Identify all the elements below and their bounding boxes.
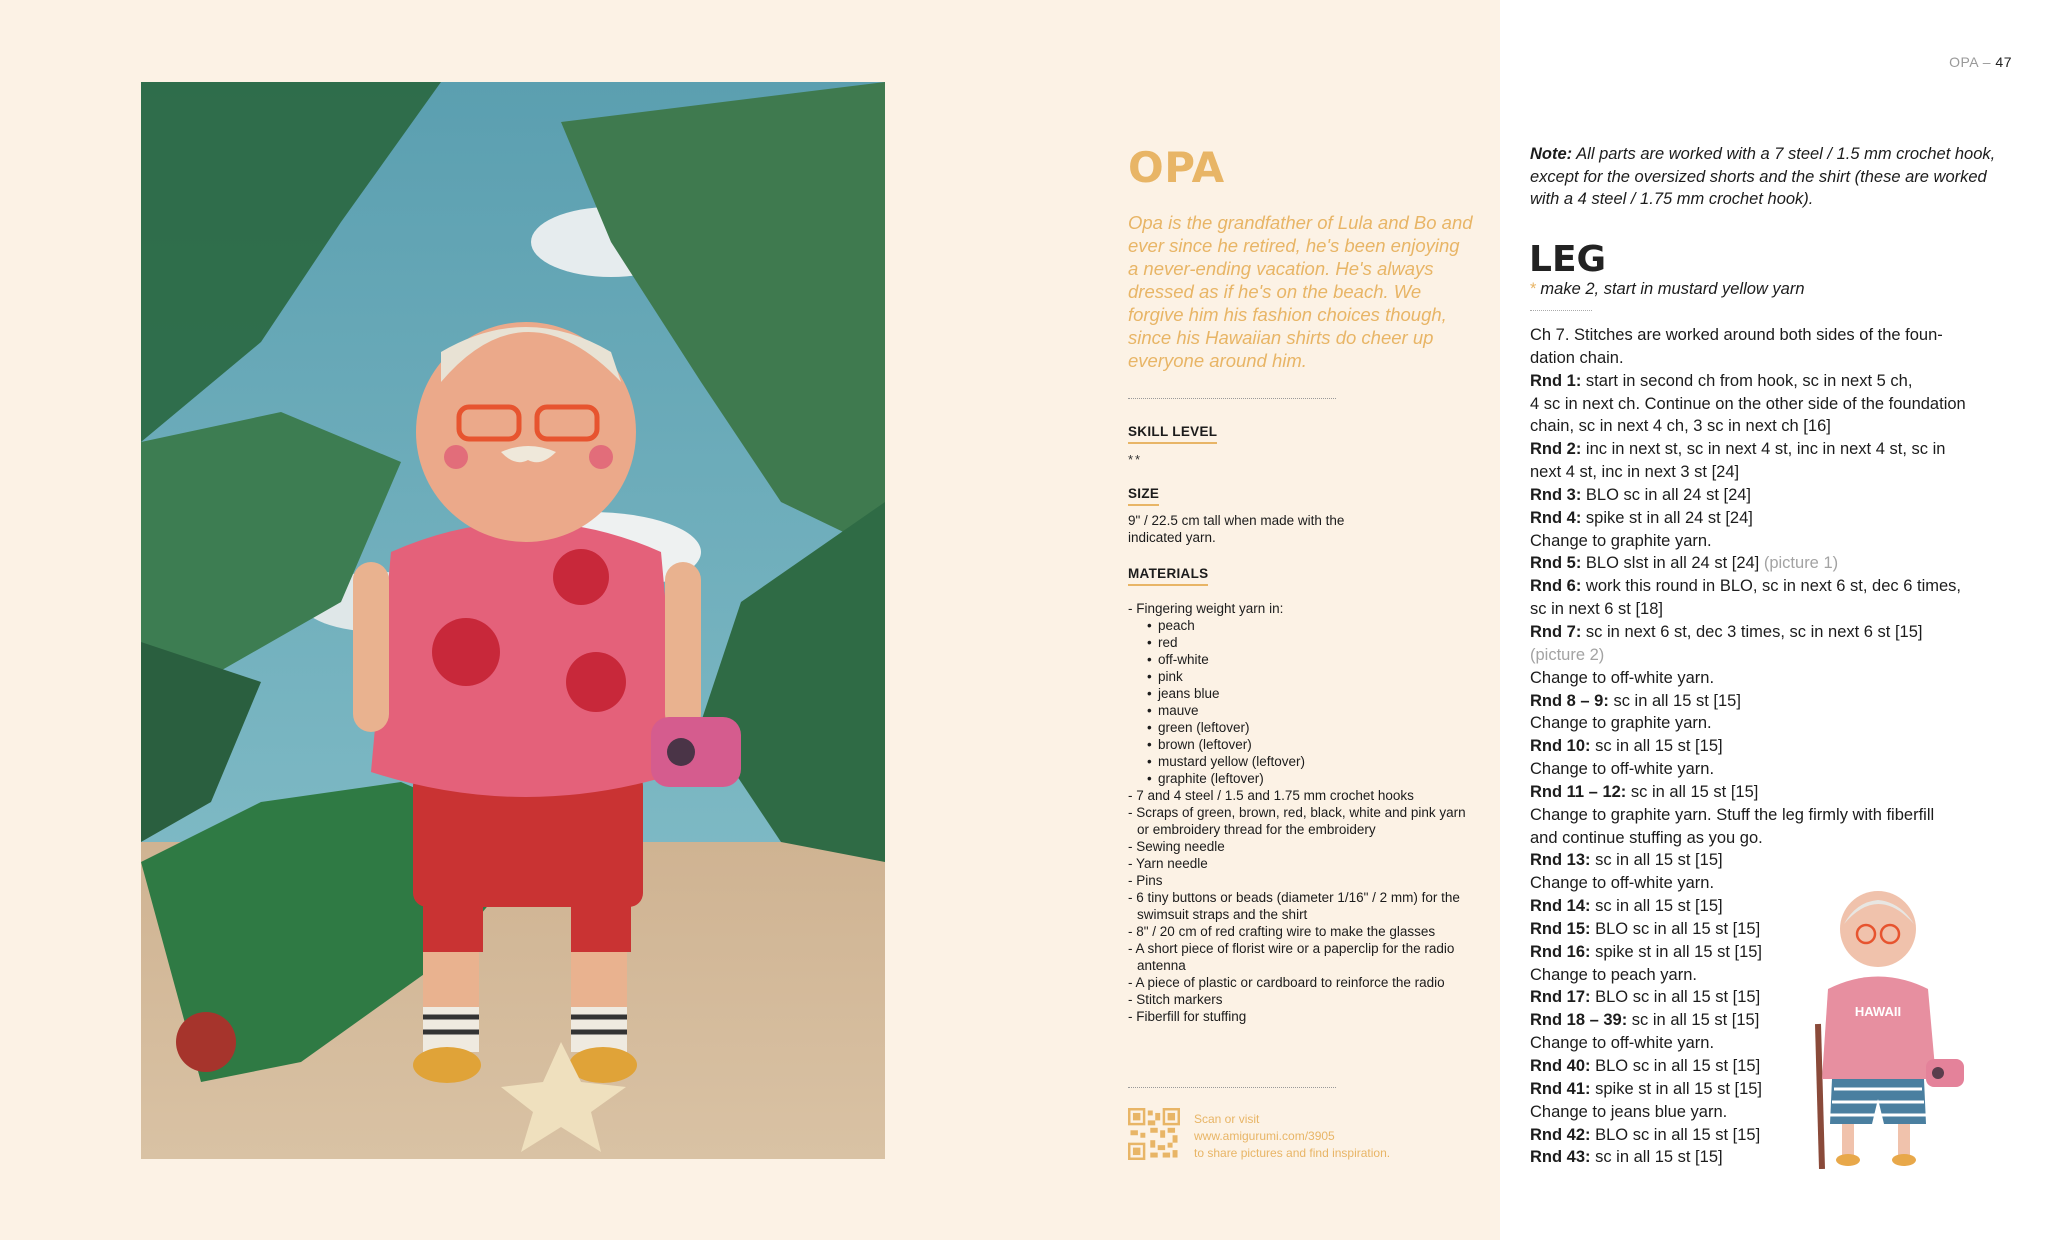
round-label: Rnd 3: <box>1530 485 1582 504</box>
instruction-text: sc in all 15 st [15] <box>1626 782 1759 801</box>
material-item: - Pins <box>1128 873 1163 888</box>
instruction-text: BLO sc in all 15 st [15] <box>1590 988 1761 1007</box>
leg-subtitle <box>1530 280 1805 299</box>
skill-level-heading: SKILL LEVEL <box>1128 424 1217 444</box>
round-label: Rnd 5: <box>1530 554 1582 573</box>
instruction-text: spike st in all 15 st [15] <box>1590 942 1763 961</box>
instruction-line <box>1530 621 2010 644</box>
qr-caption-line: to share pictures and find inspiration. <box>1194 1146 1391 1160</box>
opa-doll-photo <box>141 82 885 1159</box>
instruction-line <box>1530 370 2010 393</box>
instruction-line <box>1530 393 2010 416</box>
material-yarn-color: • graphite (leftover) <box>1128 770 1473 787</box>
instruction-text: Change to jeans blue yarn. <box>1530 1102 1728 1121</box>
skill-level-value: ** <box>1128 452 1143 467</box>
instruction-line <box>1530 781 2010 804</box>
material-yarn-color: • peach <box>1128 617 1473 634</box>
material-yarn-color: • jeans blue <box>1128 685 1473 702</box>
material-yarn-color: • mustard yellow (leftover) <box>1128 753 1473 770</box>
material-item: - Fingering weight yarn in: <box>1128 601 1284 616</box>
size-heading: SIZE <box>1128 486 1159 506</box>
doll-photo-image <box>141 82 885 1159</box>
intro-text: Opa is the grandfather of Lula and Bo and ever since he retired, he's been enjoying a never-ending vacation. He's always dressed as if he's on the beach. We forgive him his fashion choices though, since his Hawaiian shirts do cheer up everyone around him. <box>1128 212 1473 371</box>
page-number: 47 <box>1995 54 2012 70</box>
qr-block <box>1128 1108 1390 1162</box>
qr-code-icon[interactable] <box>1128 1108 1180 1160</box>
size-text: 9" / 22.5 cm tall when made with the indicated yarn. <box>1128 513 1345 545</box>
instruction-line <box>1530 461 2010 484</box>
round-label: Rnd 7: <box>1530 622 1582 641</box>
instruction-text: Ch 7. Stitches are worked around both sides of the foun- <box>1530 326 1943 344</box>
instruction-text: sc in all 15 st [15] <box>1627 1011 1760 1030</box>
round-label: Rnd 2: <box>1530 440 1582 459</box>
note-label: Note: <box>1530 145 1573 163</box>
instruction-line <box>1530 849 2010 872</box>
qr-caption-url[interactable]: www.amigurumi.com/3905 <box>1194 1129 1335 1143</box>
material-item: - A piece of plastic or cardboard to reinforce the radio <box>1128 975 1445 990</box>
instruction-text: sc in next 6 st [18] <box>1530 600 1663 619</box>
asterisk-icon: * <box>1530 280 1537 298</box>
round-label: Rnd 10: <box>1530 737 1591 756</box>
note-body: All parts are worked with a 7 steel / 1.5 mm crochet hook, except for the oversized shorts and the shirt (these are worked with a 4 steel / 1.75 mm crochet hook). <box>1530 145 1996 208</box>
picture-reference: (picture 2) <box>1530 645 1605 664</box>
instruction-text: BLO sc in all 15 st [15] <box>1590 919 1761 938</box>
picture-reference: (picture 1) <box>1763 554 1839 573</box>
material-item: - Yarn needle <box>1128 856 1208 871</box>
instruction-text: spike st in all 24 st [24] <box>1581 508 1753 527</box>
illustration-shirt-text: HAWAII <box>1854 1004 1902 1019</box>
page-title: OPA <box>1128 143 1225 192</box>
instruction-line <box>1530 712 2010 735</box>
instruction-text: Change to graphite yarn. <box>1530 714 1712 733</box>
instruction-text: sc in all 15 st [15] <box>1590 851 1723 870</box>
folio-separator: – <box>1978 54 1996 70</box>
round-label: Rnd 1: <box>1530 371 1582 390</box>
instruction-text: Change to off-white yarn. <box>1530 760 1715 779</box>
instruction-text: Change to off-white yarn. <box>1530 1034 1715 1053</box>
instruction-text: start in second ch from hook, sc in next 5 ch, <box>1581 371 1913 390</box>
instruction-line <box>1530 735 2010 758</box>
material-yarn-color: • pink <box>1128 668 1473 685</box>
instruction-text: Change to off-white yarn. <box>1530 874 1715 893</box>
instruction-line <box>1530 507 2010 530</box>
instruction-line <box>1530 415 2010 438</box>
round-label: Rnd 41: <box>1530 1079 1591 1098</box>
leg-heading: LEG <box>1529 239 1607 280</box>
material-yarn-color: • off-white <box>1128 651 1473 668</box>
round-label: Rnd 17: <box>1530 988 1591 1007</box>
material-yarn-color: • brown (leftover) <box>1128 736 1473 753</box>
instruction-text: Change to graphite yarn. <box>1530 531 1712 550</box>
instruction-text: Change to peach yarn. <box>1530 965 1697 984</box>
instruction-text: chain, sc in next 4 ch, 3 sc in next ch [16] <box>1530 417 1831 436</box>
instruction-text: Change to off-white yarn. <box>1530 668 1715 687</box>
instruction-text: sc in all 15 st [15] <box>1590 1148 1723 1167</box>
instruction-line <box>1530 347 2010 370</box>
instruction-text: work this round in BLO, sc in next 6 st, dec 6 times, <box>1581 577 1962 596</box>
qr-caption-line: Scan or visit <box>1194 1112 1260 1126</box>
materials-list <box>1128 600 1473 1025</box>
material-item: - Fiberfill for stuffing <box>1128 1009 1247 1024</box>
instruction-text: sc in all 15 st [15] <box>1590 737 1723 756</box>
divider <box>1530 310 1592 311</box>
material-item: - Stitch markers <box>1128 992 1223 1007</box>
round-label: Rnd 16: <box>1530 942 1591 961</box>
instruction-text: Change to graphite yarn. Stuff the leg firmly with fiberfill <box>1530 805 1935 824</box>
instruction-line <box>1530 438 2010 461</box>
instruction-line <box>1530 552 2010 575</box>
round-label: Rnd 18 – 39: <box>1530 1011 1628 1030</box>
folio-section: OPA <box>1949 54 1979 70</box>
qr-caption <box>1194 1111 1390 1162</box>
round-label: Rnd 11 – 12: <box>1530 782 1627 801</box>
material-yarn-color: • red <box>1128 634 1473 651</box>
round-label: Rnd 14: <box>1530 897 1591 916</box>
material-item: - Sewing needle <box>1128 839 1225 854</box>
instruction-text: sc in next 6 st, dec 3 times, sc in next 6 st [15] <box>1581 622 1923 641</box>
instruction-text: 4 sc in next ch. Continue on the other side of the foundation <box>1530 394 1966 413</box>
instruction-line <box>1530 644 2010 667</box>
round-label: Rnd 43: <box>1530 1148 1591 1167</box>
instruction-line <box>1530 484 2010 507</box>
instruction-line <box>1530 690 2010 713</box>
instruction-text: BLO slst in all 24 st [24] <box>1581 554 1764 573</box>
material-item: - 7 and 4 steel / 1.5 and 1.75 mm crochet hooks <box>1128 788 1414 803</box>
instruction-text: and continue stuffing as you go. <box>1530 828 1763 847</box>
round-label: Rnd 8 – 9: <box>1530 691 1609 710</box>
material-item: - A short piece of florist wire or a paperclip for the radio antenna <box>1128 941 1455 973</box>
instruction-line <box>1530 827 2010 850</box>
instruction-line <box>1530 575 2010 598</box>
note-text <box>1530 143 2000 211</box>
material-yarn-color: • mauve <box>1128 702 1473 719</box>
instruction-line <box>1530 598 2010 621</box>
divider <box>1128 398 1336 399</box>
instruction-text: dation chain. <box>1530 348 1624 367</box>
material-item: - 6 tiny buttons or beads (diameter 1/16" / 2 mm) for the swimsuit straps and the shirt <box>1128 890 1460 922</box>
materials-heading: MATERIALS <box>1128 566 1208 586</box>
opa-illustration <box>1808 884 1968 1169</box>
round-label: Rnd 13: <box>1530 851 1591 870</box>
material-yarn-color: • green (leftover) <box>1128 719 1473 736</box>
round-label: Rnd 6: <box>1530 577 1582 596</box>
instruction-text: sc in all 15 st [15] <box>1608 691 1741 710</box>
instruction-line <box>1530 324 2010 347</box>
instruction-text: sc in all 15 st [15] <box>1590 897 1723 916</box>
instruction-text: inc in next st, sc in next 4 st, inc in next 4 st, sc in <box>1581 440 1946 459</box>
instruction-line <box>1530 530 2010 553</box>
instruction-text: spike st in all 15 st [15] <box>1590 1079 1763 1098</box>
material-item: - Scraps of green, brown, red, black, white and pink yarn or embroidery thread for the embroidery <box>1128 805 1466 837</box>
round-label: Rnd 42: <box>1530 1125 1591 1144</box>
instruction-line <box>1530 667 2010 690</box>
instruction-text: next 4 st, inc in next 3 st [24] <box>1530 463 1740 482</box>
round-label: Rnd 40: <box>1530 1057 1591 1075</box>
instruction-line <box>1530 758 2010 781</box>
round-label: Rnd 15: <box>1530 919 1591 938</box>
instruction-text: BLO sc in all 15 st [15] <box>1590 1125 1761 1144</box>
leg-subtitle-text: make 2, start in mustard yellow yarn <box>1540 280 1805 298</box>
material-item: - 8" / 20 cm of red crafting wire to make the glasses <box>1128 924 1436 939</box>
page-folio <box>1949 54 2012 70</box>
instruction-text: BLO sc in all 15 st [15] <box>1590 1057 1761 1075</box>
divider <box>1128 1087 1336 1088</box>
instruction-text: BLO sc in all 24 st [24] <box>1581 485 1752 504</box>
instruction-line <box>1530 804 2010 827</box>
round-label: Rnd 4: <box>1530 508 1582 527</box>
